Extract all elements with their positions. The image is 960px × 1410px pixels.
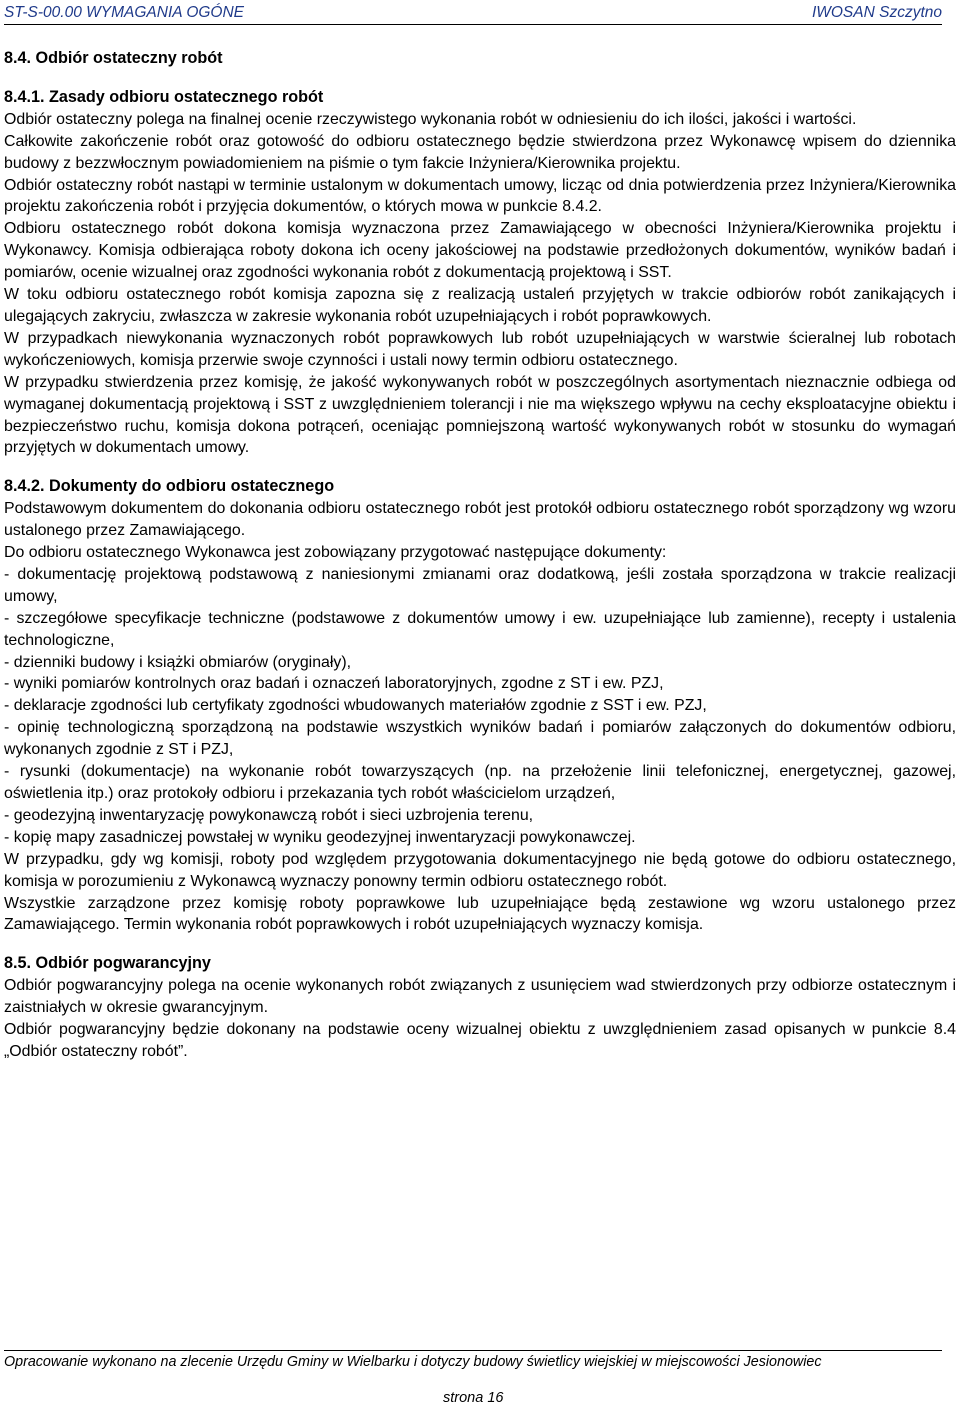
list-item: - geodezyjną inwentaryzację powykonawczą robót i sieci uzbrojenia terenu,: [4, 806, 534, 824]
list-item: - kopię mapy zasadniczej powstałej w wyniku geodezyjnej inwentaryzacji powykonawczej.: [4, 828, 636, 846]
header-company-name: IWOSAN Szczytno: [811, 4, 942, 21]
paragraph: Odbiór pogwarancyjny będzie dokonany na podstawie oceny wizualnej obiektu z uwzględnieniem zasad opisanych w punkcie 8.4 „Odbiór ostateczny robót”.: [4, 1021, 956, 1060]
paragraph: W przypadku stwierdzenia przez komisję, że jakość wykonywanych robót w poszczególnych asortymentach nieznacznie odbiega od wymaganej dokumentacją projektową i SST z uwzględnieniem tolerancji i nie ma większego wpływu na cechy eksploatacyjne obiektu i bezpieczeństwo ruchu, komisja dokona potrąceń, oceniając pomniejszoną wartość wykonywanych robót w stosunku do wymagań przyjętych w dokumentach umowy.: [4, 373, 956, 457]
section-gap: [4, 936, 956, 953]
document-body: [4, 48, 956, 1063]
paragraph: Odbiór ostateczny robót nastąpi w terminie ustalonym w dokumentach umowy, licząc od dnia potwierdzenia przez Inżyniera/Kierownika projektu zakończenia robót i przyjęcia dokumentów, o których mowa w punkcie 8.4.2.: [4, 176, 956, 216]
header-document-code: ST-S-00.00 WYMAGANIA OGÓNE: [4, 4, 245, 21]
section-title-8-4-2: 8.4.2. Dokumenty do odbioru ostatecznego: [4, 477, 335, 496]
list-item: - deklaracje zgodności lub certyfikaty zgodności wbudowanych materiałów zgodnie z SST i ew. PZJ,: [4, 697, 707, 715]
paragraph: W przypadku, gdy wg komisji, roboty pod względem przygotowania dokumentacyjnego nie będą gotowe do odbioru ostatecznego, komisja w porozumieniu z Wykonawcą wyznaczy ponowny termin odbioru ostatecznego robót.: [4, 850, 956, 890]
footer-note: Opracowanie wykonano na zlecenie Urzędu Gminy w Wielbarku i dotyczy budowy świetlicy wiejskiej w miejscowości Jesionowiec: [4, 1354, 822, 1370]
list-item: - dzienniki budowy i książki obmiarów (oryginały),: [4, 653, 352, 671]
list-item: - rysunki (dokumentacje) na wykonanie robót towarzyszących (np. na przełożenie linii telefonicznej, energetycznej, gazowej, oświetlenia itp.) oraz protokoły odbioru i przekazania tych robót właścicielom urządzeń,: [4, 763, 956, 802]
paragraph: Podstawowym dokumentem do dokonania odbioru ostatecznego robót jest protokół odbioru ostatecznego robót sporządzony wg wzoru ustalonego przez Zamawiającego.: [4, 500, 956, 540]
page-number: strona 16: [443, 1390, 504, 1406]
paragraph: Odbiór pogwarancyjny polega na ocenie wykonanych robót związanych z usunięciem wad stwierdzonych przy odbiorze ostatecznym i zaistniałych w okresie gwarancyjnym.: [4, 977, 956, 1017]
list-item: - wyniki pomiarów kontrolnych oraz badań i oznaczeń laboratoryjnych, zgodne z ST i ew. PZJ,: [4, 675, 664, 693]
section-title-8-4-1: 8.4.1. Zasady odbioru ostatecznego robót: [4, 87, 324, 106]
section-title-8-4: 8.4. Odbiór ostateczny robót: [4, 49, 223, 67]
paragraph: Całkowite zakończenie robót oraz gotowość do odbioru ostatecznego będzie stwierdzona przez Wykonawcę wpisem do dziennika budowy z bezzwłocznym powiadomieniem na piśmie o tym fakcie Inżyniera/Kierownika projektu.: [4, 132, 956, 172]
list-item: - szczegółowe specyfikacje techniczne (podstawowe z dokumentów umowy i ew. uzupełniające lub zamienne), recepty i ustalenia technologiczne,: [4, 609, 956, 649]
list-item: - opinię technologiczną sporządzoną na podstawie wszystkich wyników badań i pomiarów załączonych do dokumentów odbioru, wykonanych zgodnie z ST i PZJ,: [4, 719, 956, 759]
section-gap: [4, 459, 956, 476]
paragraph: Odbiór ostateczny polega na finalnej ocenie rzeczywistego wykonania robót w odniesieniu do ich ilości, jakości i wartości.: [4, 110, 857, 128]
paragraph: Wszystkie zarządzone przez komisję roboty poprawkowe lub uzupełniające będą zestawione wg wzoru ustalonego przez Zamawiającego. Termin wykonania robót poprawkowych i robót uzupełniających wyznaczy komisja.: [4, 894, 956, 934]
paragraph: W toku odbioru ostatecznego robót komisja zapozna się z realizacją ustaleń przyjętych w trakcie odbiorów robót zanikających i ulegających zakryciu, zwłaszcza w zakresie wykonania robót uzupełniających i robót poprawkowych.: [4, 286, 956, 325]
section-title-8-5: 8.5. Odbiór pogwarancyjny: [4, 954, 211, 973]
paragraph: W przypadkach niewykonania wyznaczonych robót poprawkowych lub robót uzupełniających w warstwie ścieralnej lub robotach wykończeniowych, komisja przerwie swoje czynności i ustali nowy termin odbioru ostatecznego.: [4, 329, 956, 369]
footer-divider: [4, 1350, 942, 1351]
list-item: - dokumentację projektową podstawową z naniesionymi zmianami oraz dodatkową, jeśli została sporządzona w trakcie realizacji umowy,: [4, 565, 956, 605]
page-header: [4, 4, 942, 25]
paragraph: Do odbioru ostatecznego Wykonawca jest zobowiązany przygotować następujące dokumenty:: [4, 544, 667, 562]
paragraph: Odbioru ostatecznego robót dokona komisja wyznaczona przez Zamawiającego w obecności Inżyniera/Kierownika projektu i Wykonawcy. Komisja odbierająca roboty dokona ich oceny jakościowej na podstawie przedłożonych dokumentów, wyników badań i pomiarów, ocenie wizualnej oraz zgodności wykonania robót z dokumentacją projektową i SST.: [4, 220, 956, 282]
